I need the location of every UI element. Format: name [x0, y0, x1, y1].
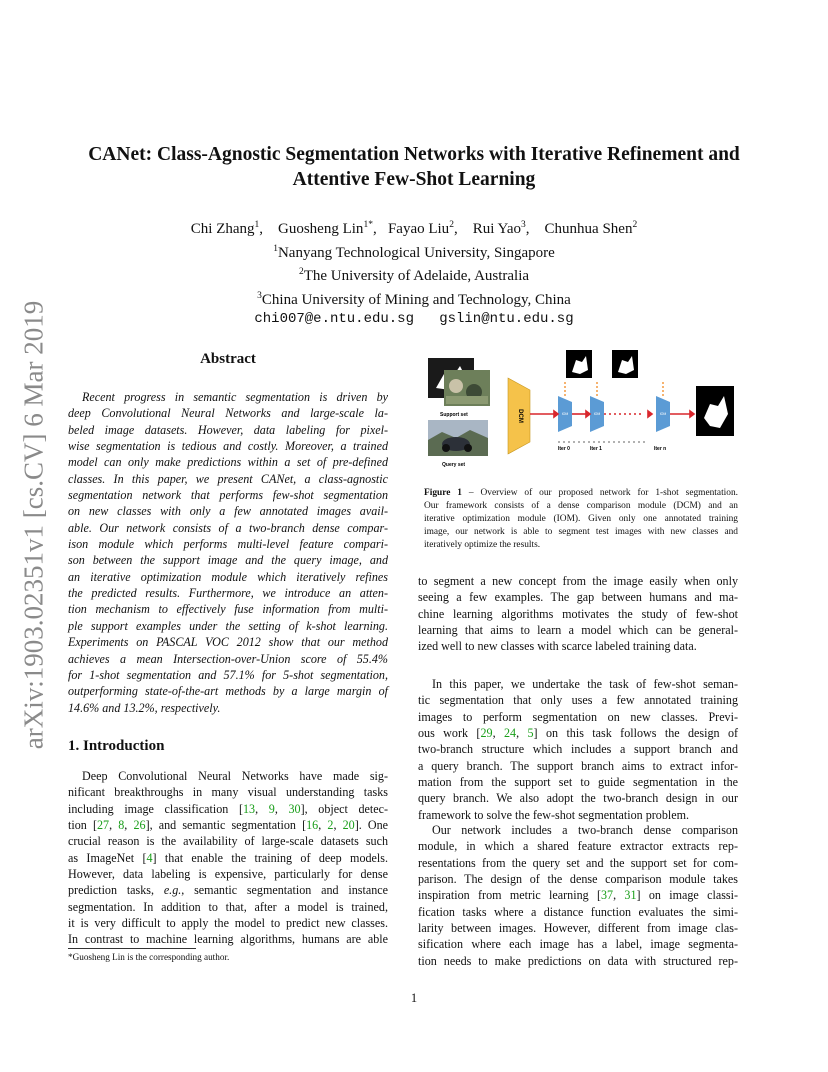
- text-line: [418, 904, 738, 920]
- iom-label: IOM: [659, 412, 667, 416]
- iter-label-n: Iter n: [654, 446, 667, 452]
- footnote: *Guosheng Lin is the corresponding author.: [68, 952, 230, 962]
- citation-link[interactable]: 37: [601, 888, 614, 903]
- text-run: query branch. We also adopt the two-branch design in our: [418, 791, 738, 806]
- text-run: ]. One: [354, 818, 389, 833]
- citation-link[interactable]: 13: [243, 801, 256, 816]
- text-line: [418, 573, 738, 589]
- author-emails: chi007@e.ntu.edu.sg gslin@ntu.edu.sg: [254, 311, 574, 327]
- text-line: on new classes with only a few annotated images avail-: [68, 504, 388, 519]
- text-run: Deep Convolutional Neural Networks have made sig-: [82, 769, 388, 783]
- caption-label: Figure 1: [424, 488, 462, 498]
- text-line: [418, 953, 738, 969]
- arxiv-identifier: arXiv:1903.02351v1 [cs.CV] 6 Mar 2019: [18, 300, 49, 750]
- text-run: ], and semantic segmentation [: [145, 818, 307, 833]
- text-run: to segment a new concept from the image easily when only: [418, 574, 738, 588]
- text-line: able. Our network consists of a two-branch dense compar-: [68, 520, 388, 535]
- caption-text: iterative optimization module (IOM). Given only one annotated training: [424, 514, 738, 524]
- text-line: outperforming state-of-the-art methods by a large margin of: [68, 684, 388, 699]
- support-set-images: [428, 358, 490, 406]
- text-run: prediction tasks,: [68, 883, 164, 898]
- author-name: Fayao Liu: [387, 221, 450, 237]
- orange-arrows: [565, 380, 663, 396]
- text-run: ized well to new classes with scarce labeled training data.: [418, 639, 697, 654]
- author-sup: 2: [632, 220, 638, 230]
- footnote-divider: [68, 948, 196, 949]
- title-line-1: CANet: Class-Agnostic Segmentation Networks with Iterative Refinement and: [88, 144, 740, 165]
- text-line: [418, 709, 738, 725]
- caption-line: [424, 539, 738, 552]
- arxiv-sidebar: [6, 290, 62, 760]
- caption-text: – Overview of our proposed network for 1-shot segmentation.: [462, 488, 739, 498]
- section-heading-introduction: 1. Introduction: [68, 738, 165, 754]
- text-line: classes. In this paper, we present CANet, a class-agnostic: [68, 471, 388, 486]
- text-line: [418, 822, 738, 838]
- author-name: Chunhua Shen: [544, 221, 633, 237]
- text-run: segmentation. In addition to that, after a model is trained,: [68, 899, 388, 914]
- text-line: [68, 931, 388, 947]
- text-run: seeing a few examples. The gap between humans and ma-: [418, 590, 738, 605]
- caption-line: [424, 487, 738, 500]
- text-line: [68, 768, 388, 784]
- text-run: ,: [613, 888, 625, 903]
- text-run: tic segmentation that only uses a few annotated training: [418, 693, 738, 708]
- citation-link[interactable]: 29: [480, 726, 493, 741]
- author-sup: 2: [449, 220, 454, 230]
- text-run: ] on image classi-: [636, 888, 738, 903]
- abstract-body: [68, 389, 388, 716]
- caption-text: image, our network is able to segment test images with new classes and: [424, 527, 738, 537]
- text-line: [68, 817, 388, 833]
- text-run: Our network includes a two-branch dense comparison: [432, 823, 738, 837]
- text-line: [418, 807, 738, 823]
- figure-1-diagram: [418, 348, 738, 476]
- author-name: Chi Zhang: [190, 221, 255, 237]
- author-sup: 3: [521, 220, 526, 230]
- text-line: an iterative optimization module which iteratively refines: [68, 569, 388, 584]
- text-line: [418, 887, 738, 903]
- dcm-label: DCM: [517, 409, 523, 423]
- text-run: it is very difficult to apply the model to predict new classes.: [68, 916, 388, 931]
- text-run: ,: [124, 818, 134, 833]
- text-line: [68, 833, 388, 849]
- text-run: ,: [274, 801, 289, 816]
- citation-link[interactable]: 20: [342, 818, 355, 833]
- affiliation: $^1$Nanyang Technological University, Singapore: [273, 243, 555, 261]
- author-sup: 1: [254, 220, 260, 230]
- text-line: [68, 866, 388, 882]
- text-run: , semantic segmentation and instance: [181, 883, 388, 898]
- caption-line: [424, 526, 738, 539]
- query-set-label: Query set: [442, 462, 466, 468]
- text-run: ], object detec-: [300, 801, 389, 816]
- citation-link[interactable]: 31: [624, 888, 637, 903]
- text-line: beled image datasets. However, data labeling for pixel-: [68, 422, 388, 437]
- iom-label: IOM: [561, 412, 569, 416]
- text-run: chine learning algorithms motivates the study of few-shot: [418, 606, 738, 621]
- text-run: images to perform segmentation on new classes. Previ-: [418, 709, 738, 724]
- text-run: ous work [: [418, 726, 481, 741]
- text-run: ,: [109, 818, 119, 833]
- text-line: [418, 676, 738, 692]
- iom-label: IOM: [593, 412, 601, 416]
- author-sup: 1*: [363, 220, 373, 230]
- affiliation: $^2$The University of Adelaide, Australia: [298, 267, 530, 284]
- paper-title: [60, 142, 768, 192]
- citation-link[interactable]: 4: [146, 850, 153, 865]
- author-name: Rui Yao: [472, 221, 522, 237]
- text-line: [68, 801, 388, 817]
- text-run: ,: [333, 818, 343, 833]
- citation-link[interactable]: 24: [503, 726, 517, 741]
- text-run: inspiration from metric learning [: [418, 888, 601, 903]
- text-run: including image classification [: [68, 801, 243, 816]
- author-name: Guosheng Lin: [278, 221, 364, 237]
- text-line: [418, 855, 738, 871]
- text-run: ,: [318, 818, 328, 833]
- affiliation: $^3$China University of Mining and Technology, China: [257, 290, 571, 308]
- text-run: ,: [492, 726, 504, 741]
- text-line: [418, 692, 738, 708]
- text-run: module, in which a shared feature extractor extracts rep-: [418, 839, 738, 854]
- caption-line: [424, 513, 738, 526]
- citation-link[interactable]: 26: [133, 818, 146, 833]
- text-run: two-branch structure which includes a support branch and: [418, 742, 738, 757]
- text-line: model can only make predictions within a set of pre-defined: [68, 455, 388, 470]
- citation-link[interactable]: 8: [118, 818, 125, 833]
- text-line: [418, 790, 738, 806]
- text-line: tion mechanism to effectively fuse information from multi-: [68, 602, 388, 617]
- text-line: son between the support image and the query image, and: [68, 553, 388, 568]
- text-line: [68, 915, 388, 931]
- text-line: [418, 871, 738, 887]
- text-line: [68, 882, 388, 898]
- text-line: [418, 920, 738, 936]
- title-line-2: Attentive Few-Shot Learning: [292, 169, 536, 190]
- text-line: Experiments on PASCAL VOC 2012 show that our method: [68, 635, 388, 650]
- text-line: achieves a mean Intersection-over-Union score of 55.4%: [68, 651, 388, 666]
- text-line: for 1-shot segmentation and 57.1% for 5-shot segmentation,: [68, 667, 388, 682]
- text-run: parison. The design of the dense comparison module takes: [418, 872, 738, 887]
- citation-link[interactable]: 27: [96, 818, 110, 833]
- figure-1: [418, 348, 738, 476]
- text-line: Recent progress in semantic segmentation is driven by: [82, 390, 388, 404]
- author-block: [60, 216, 768, 330]
- text-run: ] on this task follows the design of: [533, 726, 739, 741]
- author-list: Chi Zhang$^1$, Guosheng Lin$^{1*}$, Fayao Liu$^2$, Rui Yao$^3$, Chunhua Shen$^2$: [190, 220, 638, 237]
- text-run: as ImageNet [: [68, 850, 147, 865]
- page-number: 1: [410, 991, 418, 1005]
- text-line: ison module which performs multi-level feature compari-: [68, 537, 388, 552]
- iter-label-0: Iter 0: [558, 446, 570, 452]
- text-line: [418, 774, 738, 790]
- text-run: resentations from the query set and the support set for com-: [418, 855, 738, 870]
- text-line: [418, 725, 738, 741]
- citation-link[interactable]: 9: [268, 801, 275, 816]
- text-line: segmentation network that performs few-shot segmentation: [68, 488, 388, 503]
- text-run: framework to solve the few-shot segmentation problem.: [418, 807, 690, 822]
- text-line: [418, 741, 738, 757]
- text-line: [68, 784, 388, 800]
- citation-link[interactable]: 30: [288, 801, 301, 816]
- text-line: the predicted results. Furthermore, we introduce an atten-: [68, 586, 388, 601]
- support-set-label: Support set: [440, 412, 468, 418]
- text-run: ,: [516, 726, 528, 741]
- query-image: [428, 420, 488, 456]
- text-run: mation from the support set to guide segmentation in the: [418, 775, 738, 790]
- text-run: However, data labeling is expensive, particularly for dense: [68, 867, 388, 882]
- citation-link[interactable]: 16: [306, 818, 319, 833]
- abstract-heading: Abstract: [200, 351, 256, 367]
- text-run: sification where each image has a label, image segmenta-: [418, 937, 738, 952]
- text-line: 14.6% and 13.2%, respectively.: [68, 700, 221, 715]
- text-run: tion needs to make predictions on data with structured rep-: [418, 953, 738, 968]
- text-run: crucial reason is the availability of large-scale datasets such: [68, 834, 388, 849]
- text-line: [68, 850, 388, 866]
- text-line: [418, 838, 738, 854]
- text-line: [418, 622, 738, 638]
- text-run: ,: [255, 801, 269, 816]
- text-line: [418, 758, 738, 774]
- text-run: e.g.: [163, 883, 182, 898]
- text-line: [418, 589, 738, 605]
- citation-link[interactable]: 5: [527, 726, 534, 741]
- right-column-paragraph-2: [418, 676, 738, 823]
- text-run: learning that aims to learn a model which can be general-: [418, 623, 738, 638]
- text-line: wise segmentation is tedious and costly. Moreover, a trained: [68, 439, 388, 454]
- introduction-body: [68, 768, 388, 948]
- text-run: nificant breakthroughs in many visual understanding tasks: [68, 785, 388, 800]
- iter-label-1: Iter 1: [590, 446, 602, 452]
- text-line: [418, 936, 738, 952]
- caption-text: Our framework consists of a dense comparison module (DCM) and an: [424, 501, 738, 511]
- caption-text: iteratively optimize the results.: [424, 540, 541, 550]
- text-line: deep Convolutional Neural Networks and large-scale la-: [68, 406, 388, 421]
- text-run: ] that enable the training of deep models.: [152, 850, 389, 865]
- text-run: larity between images. However, different from image clas-: [418, 921, 738, 936]
- right-column-paragraph-1: [418, 573, 738, 655]
- text-run: fication tasks where a distance function evaluates the simi-: [418, 904, 738, 919]
- figure-1-caption: [424, 487, 738, 552]
- text-run: a query branch. The support branch aims to extract infor-: [418, 758, 738, 773]
- citation-link[interactable]: 2: [327, 818, 334, 833]
- caption-line: [424, 500, 738, 513]
- text-line: [68, 899, 388, 915]
- text-run: In contrast to machine learning algorithms, humans are able: [68, 932, 388, 947]
- text-line: ple support examples under the setting of k-shot learning.: [68, 618, 388, 633]
- text-line: [418, 606, 738, 622]
- right-column-paragraph-3: [418, 822, 738, 969]
- text-run: tion [: [68, 818, 97, 833]
- text-line: [418, 638, 738, 654]
- text-run: In this paper, we undertake the task of few-shot seman-: [432, 677, 738, 691]
